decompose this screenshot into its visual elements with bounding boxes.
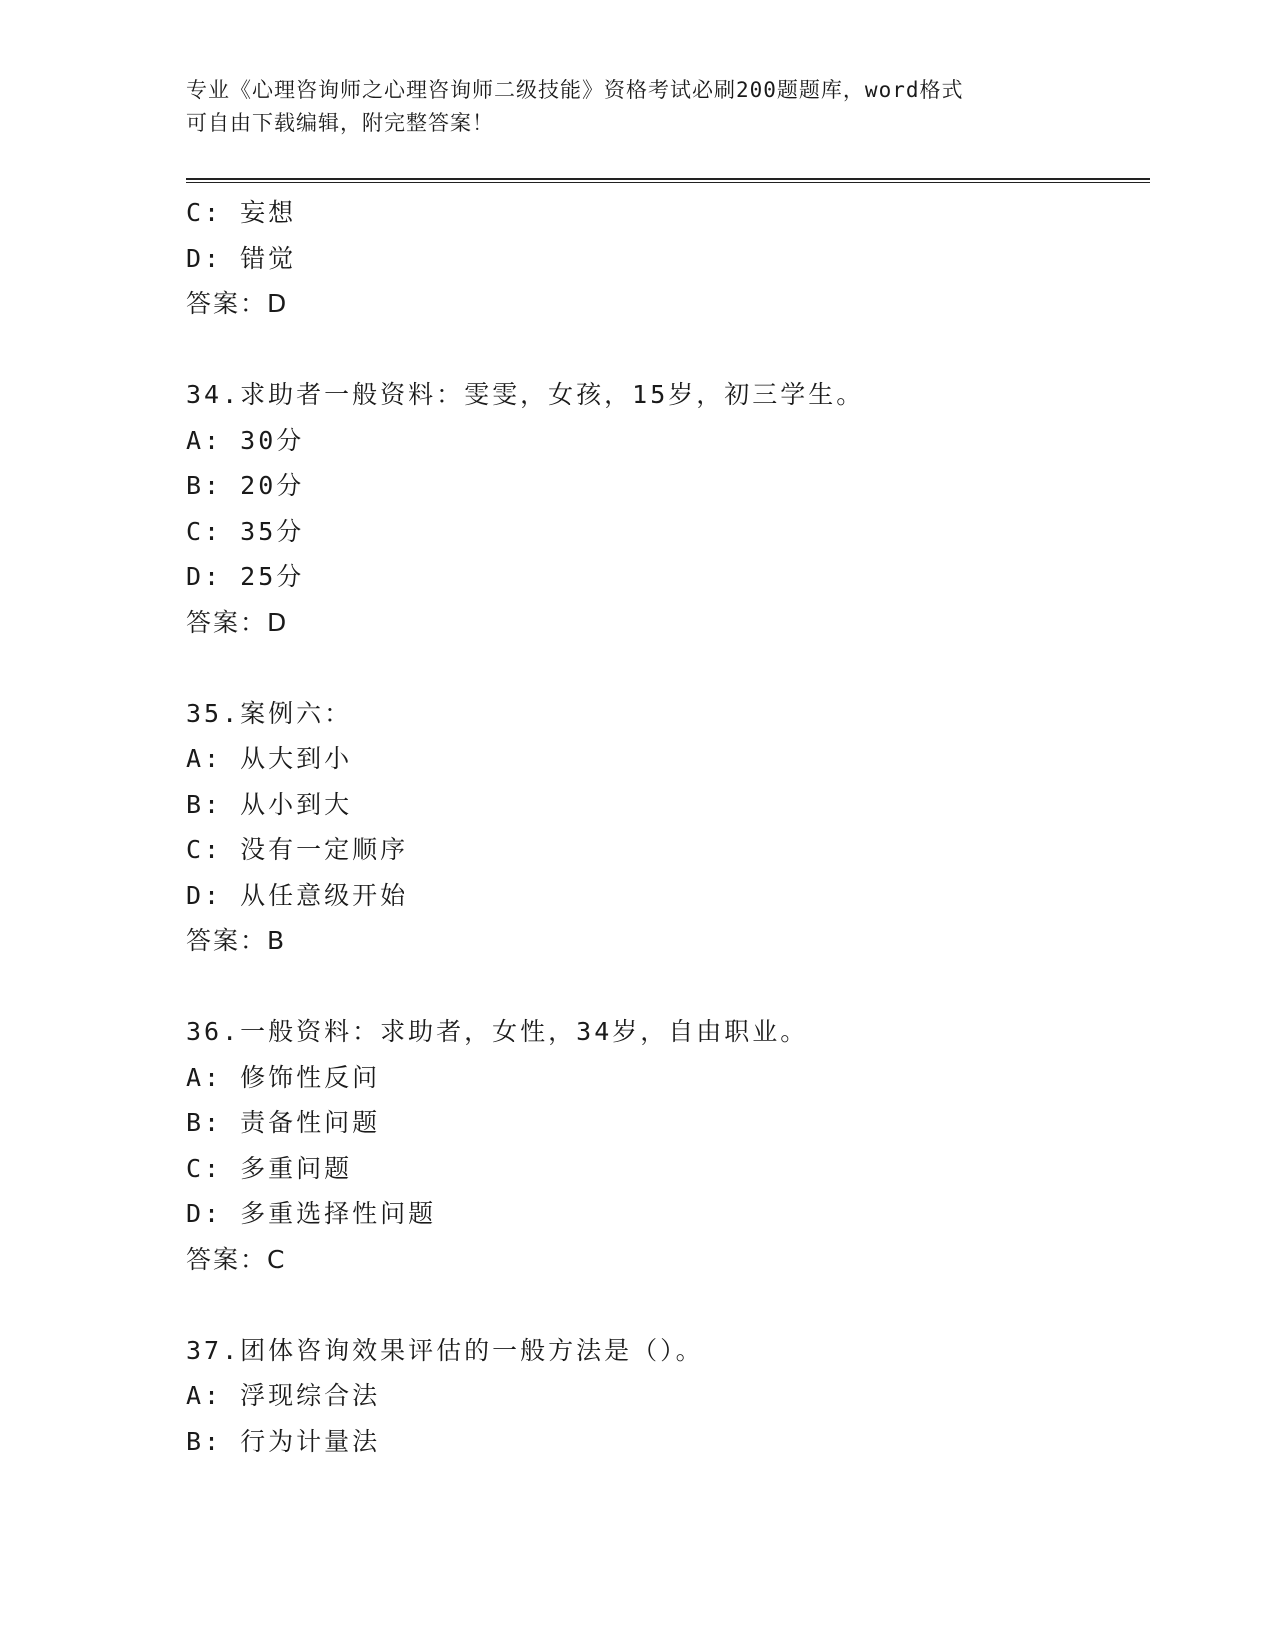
option-text: 30分: [240, 425, 305, 455]
option-a: [186, 736, 1146, 782]
option-key: C:: [186, 198, 223, 227]
answer-value: D: [267, 607, 289, 637]
option-c: [186, 827, 1146, 873]
question-text: 案例六：: [240, 698, 353, 728]
question-36: [186, 1009, 1146, 1282]
answer-line: [186, 918, 1146, 964]
option-b: [186, 1100, 1146, 1146]
option-d: [186, 873, 1146, 919]
option-text: 从任意级开始: [240, 880, 409, 910]
option-text: 没有一定顺序: [240, 835, 409, 864]
answer-value: D: [267, 289, 289, 318]
option-key: A:: [186, 1062, 223, 1092]
option-d: [186, 1191, 1146, 1237]
option-a: [186, 418, 1146, 464]
document-header: [186, 74, 1086, 140]
option-key: D:: [186, 243, 223, 273]
option-a: [186, 1055, 1146, 1101]
option-key: C:: [186, 835, 223, 864]
question-34: [186, 372, 1146, 645]
header-line-1: 专业《心理咨询师之心理咨询师二级技能》资格考试必刷200题题库，word格式: [186, 78, 964, 102]
answer-label: 答案：: [186, 1244, 268, 1274]
option-b: [186, 463, 1146, 509]
answer-label: 答案：: [186, 607, 268, 637]
option-text: 修饰性反问: [240, 1062, 381, 1092]
question-35: [186, 691, 1146, 964]
option-key: C:: [186, 1153, 223, 1183]
header-divider-thick: [186, 178, 1150, 180]
option-key: B:: [186, 1426, 223, 1456]
option-c: [186, 509, 1146, 555]
answer-value: B: [267, 926, 287, 955]
option-text: 多重问题: [240, 1153, 353, 1183]
question-stem: [186, 1328, 1146, 1374]
question-list: [186, 190, 1146, 1464]
answer-label: 答案：: [186, 289, 268, 318]
answer-line: [186, 600, 1146, 646]
option-text: 35分: [240, 516, 305, 546]
question-text: 一般资料：求助者，女性，34岁，自由职业。: [240, 1017, 809, 1046]
question-text: 团体咨询效果评估的一般方法是（）。: [240, 1335, 704, 1365]
option-text: 错觉: [240, 243, 297, 273]
option-key: C:: [186, 516, 223, 546]
answer-line: [186, 1237, 1146, 1283]
option-text: 25分: [240, 562, 305, 591]
option-b: [186, 782, 1146, 828]
answer-line: [186, 281, 1146, 327]
option-d: [186, 554, 1146, 600]
option-text: 行为计量法: [240, 1426, 381, 1456]
option-text: 从大到小: [240, 744, 353, 773]
option-key: A:: [186, 425, 223, 455]
answer-value: C: [267, 1244, 287, 1274]
option-text: 多重选择性问题: [240, 1199, 437, 1228]
question-stem: [186, 372, 1146, 418]
option-key: B:: [186, 471, 223, 500]
question-number: 36.: [186, 1017, 241, 1046]
option-text: 浮现综合法: [240, 1381, 381, 1410]
spacer: [186, 645, 1146, 691]
question-stem: [186, 1009, 1146, 1055]
question-33-tail: [186, 190, 1146, 327]
spacer: [186, 964, 1146, 1010]
option-c: [186, 1146, 1146, 1192]
option-key: A:: [186, 744, 223, 773]
question-number: 35.: [186, 698, 241, 728]
spacer: [186, 1282, 1146, 1328]
option-key: A:: [186, 1381, 223, 1410]
option-text: 妄想: [240, 198, 297, 227]
option-key: D:: [186, 562, 223, 591]
header-divider-thin: [186, 182, 1150, 183]
option-key: B:: [186, 1108, 223, 1137]
option-text: 20分: [240, 471, 305, 500]
question-text: 求助者一般资料：雯雯，女孩，15岁，初三学生。: [240, 380, 865, 409]
option-key: D:: [186, 1199, 223, 1228]
answer-label: 答案：: [186, 926, 268, 955]
question-number: 37.: [186, 1335, 241, 1365]
option-d: [186, 236, 1146, 282]
option-b: [186, 1419, 1146, 1465]
question-37: [186, 1328, 1146, 1465]
option-text: 责备性问题: [240, 1108, 381, 1137]
question-number: 34.: [186, 380, 241, 409]
option-key: D:: [186, 880, 223, 910]
option-key: B:: [186, 789, 223, 819]
spacer: [186, 327, 1146, 373]
question-stem: [186, 691, 1146, 737]
header-line-2: 可自由下载编辑，附完整答案！: [186, 111, 494, 135]
option-text: 从小到大: [240, 789, 353, 819]
option-c: [186, 190, 1146, 236]
option-a: [186, 1373, 1146, 1419]
